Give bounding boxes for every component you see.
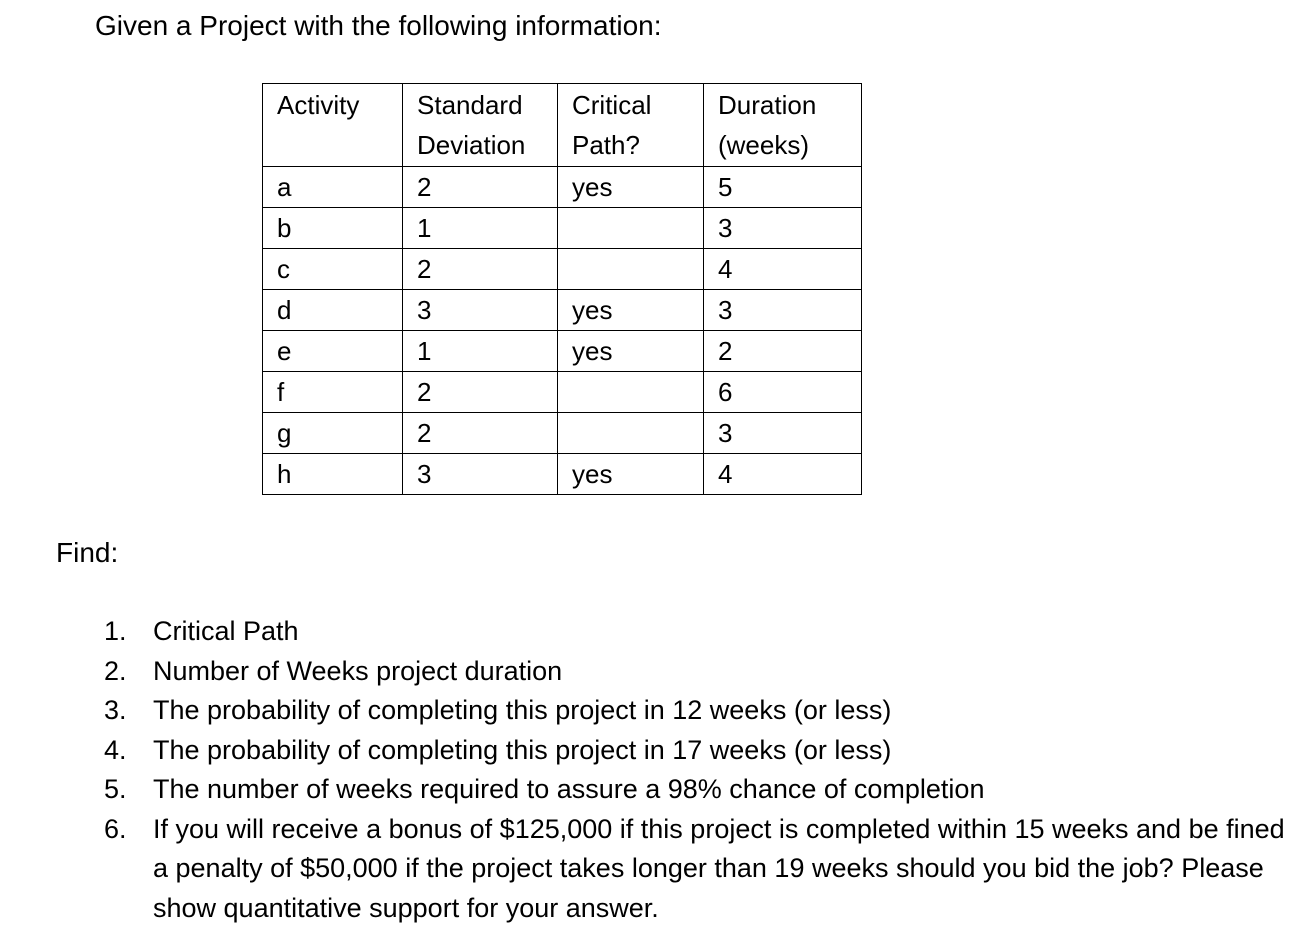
cell-duration: 5 xyxy=(704,167,862,208)
header-line: Duration xyxy=(718,90,817,120)
list-item xyxy=(100,691,1305,731)
cell-standard-deviation: 2 xyxy=(403,167,558,208)
table-row xyxy=(263,167,862,208)
list-item xyxy=(100,731,1305,771)
cell-standard-deviation: 2 xyxy=(403,413,558,454)
cell-activity: b xyxy=(263,208,403,249)
cell-duration: 3 xyxy=(704,208,862,249)
header-line: (weeks) xyxy=(718,130,810,160)
cell-activity: d xyxy=(263,290,403,331)
table-row xyxy=(263,454,862,495)
intro-text: Given a Project with the following information: xyxy=(95,10,662,41)
question-text: Critical Path xyxy=(153,616,299,646)
list-item xyxy=(100,652,1305,692)
cell-duration: 4 xyxy=(704,454,862,495)
question-number: 4. xyxy=(104,734,127,765)
question-number: 5. xyxy=(104,774,127,804)
cell-critical-path xyxy=(558,372,704,413)
header-line: Critical xyxy=(572,90,652,120)
cell-duration: 3 xyxy=(704,413,862,454)
table-row xyxy=(263,249,862,290)
cell-critical-path: yes xyxy=(558,167,704,208)
header-line: Activity xyxy=(277,90,360,120)
question-list xyxy=(100,612,1305,928)
question-number: 2. xyxy=(104,655,127,686)
cell-standard-deviation: 2 xyxy=(403,372,558,413)
cell-activity: c xyxy=(263,249,403,290)
cell-critical-path xyxy=(558,249,704,290)
header-line: Deviation xyxy=(417,130,526,160)
cell-duration: 4 xyxy=(704,249,862,290)
question-text: The probability of completing this project in 12 weeks (or less) xyxy=(153,695,892,725)
cell-activity: g xyxy=(263,413,403,454)
cell-duration: 2 xyxy=(704,331,862,372)
list-item xyxy=(100,612,1305,652)
cell-duration: 3 xyxy=(704,290,862,331)
header-line: Standard xyxy=(417,90,523,120)
cell-standard-deviation: 1 xyxy=(403,208,558,249)
question-text: If you will receive a bonus of $125,000 if this project is completed within 15 weeks and be fined a penalty of $50,000 if the project takes longer than 19 weeks should you bid the job? Please show quantitative support for your answer. xyxy=(153,813,1285,923)
header-critical-path xyxy=(558,84,704,167)
question-text: The number of weeks required to assure a 98% chance of completion xyxy=(153,774,985,804)
cell-activity: a xyxy=(263,167,403,208)
cell-activity: h xyxy=(263,454,403,495)
question-number: 1. xyxy=(104,616,127,646)
table-row xyxy=(263,413,862,454)
cell-critical-path xyxy=(558,208,704,249)
cell-activity: e xyxy=(263,331,403,372)
find-label: Find: xyxy=(56,537,119,568)
question-text: The probability of completing this project in 17 weeks (or less) xyxy=(153,734,892,765)
header-duration xyxy=(704,84,862,167)
question-text: Number of Weeks project duration xyxy=(153,655,563,686)
cell-standard-deviation: 3 xyxy=(403,290,558,331)
question-number: 6. xyxy=(104,813,127,844)
list-item xyxy=(100,770,1305,810)
activity-table xyxy=(262,83,862,495)
cell-standard-deviation: 3 xyxy=(403,454,558,495)
table-row xyxy=(263,331,862,372)
table-row xyxy=(263,372,862,413)
cell-standard-deviation: 2 xyxy=(403,249,558,290)
cell-critical-path: yes xyxy=(558,290,704,331)
header-activity xyxy=(263,84,403,167)
header-standard-deviation xyxy=(403,84,558,167)
cell-standard-deviation: 1 xyxy=(403,331,558,372)
cell-activity: f xyxy=(263,372,403,413)
cell-critical-path xyxy=(558,413,704,454)
cell-critical-path: yes xyxy=(558,331,704,372)
table-row xyxy=(263,290,862,331)
cell-duration: 6 xyxy=(704,372,862,413)
cell-critical-path: yes xyxy=(558,454,704,495)
table-header-row xyxy=(263,84,862,167)
question-number: 3. xyxy=(104,695,127,725)
table-row xyxy=(263,208,862,249)
list-item xyxy=(100,810,1305,929)
header-line: Path? xyxy=(572,130,640,160)
